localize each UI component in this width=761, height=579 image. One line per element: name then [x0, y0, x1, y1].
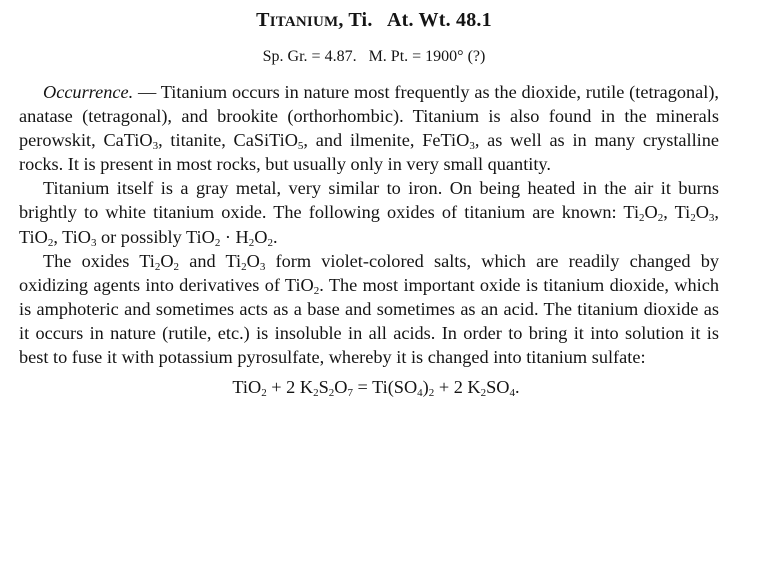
subscript: 2	[428, 387, 435, 400]
title-smallcaps: ITANIUM	[269, 14, 339, 30]
subscript: 5	[297, 140, 304, 153]
chemical-equation	[33, 375, 719, 399]
subscript: 2	[248, 236, 255, 249]
subscript: 3	[90, 236, 97, 249]
text-run: , as well as in many crystalline rocks. It is present in most rocks, but usually only in very small quantity.	[19, 130, 720, 175]
text-run: O	[160, 250, 174, 271]
title-rest: , Ti. At. Wt. 48.1	[338, 9, 492, 31]
text-run: + 2 K	[266, 377, 314, 398]
text-run: and Ti	[179, 250, 242, 271]
subscript: 3	[708, 212, 715, 225]
subscript: 2	[173, 260, 180, 273]
subscript: 7	[347, 387, 353, 400]
subscript: 2	[154, 260, 161, 273]
text-run: , TiO	[53, 226, 91, 247]
subscript: 2	[313, 284, 320, 297]
subscript: 2	[657, 212, 664, 225]
subscript: 4	[417, 387, 423, 400]
subscript: 3	[469, 140, 475, 153]
text-run: . The most important oxide is titanium dioxide, which is amphoteric and sometimes acts as a base and sometimes as an acid. The titanium dioxide as it occurs in nature (rutile, etc.) is insoluble in all acids. In order to bring it into solution it is best to fuse it with potassium pyrosulfate, whereby it is changed into titanium sulfate:	[19, 274, 719, 368]
text-run: or possibly TiO	[96, 226, 215, 247]
paragraph-lead: Occurrence.	[43, 82, 134, 102]
page-title	[29, 6, 719, 36]
subtitle	[29, 45, 719, 69]
text-run: .	[272, 226, 278, 247]
subscript: 2	[261, 387, 267, 400]
text-run: The oxides Ti	[43, 250, 155, 271]
text-run: · H	[220, 226, 249, 247]
title-initial: T	[256, 9, 270, 31]
text-run: O	[254, 226, 268, 247]
text-run: O	[246, 250, 260, 271]
subscript: 2	[639, 212, 645, 225]
text-run: O	[695, 202, 709, 223]
subscript: 2	[480, 387, 487, 400]
text-run: — Titanium occurs in nature most frequently as the dioxide, rutile (tetragonal), anatase (tetragonal), and brookite (orthorhombic). Titanium is also found in the minerals perowskit, CaTiO	[19, 82, 719, 151]
text-run: S	[318, 377, 329, 398]
subscript: 2	[241, 260, 247, 273]
text-run: TiO	[232, 377, 262, 398]
subscript: 2	[313, 387, 319, 400]
text-run: Titanium itself is a gray metal, very similar to iron. On being heated in the air it burns brightly to white titanium oxide. The following oxides of titanium are known: Ti	[19, 178, 719, 223]
paragraph-metal	[19, 176, 719, 248]
subscript: 2	[214, 236, 221, 249]
subscript: 2	[267, 236, 273, 249]
text-run: , and ilmenite, FeTiO	[303, 130, 470, 151]
text-run: form violet-colored salts, which are readily changed by oxidizing agents into derivatives of TiO	[19, 250, 719, 295]
subtitle-text: Sp. Gr. = 4.87. M. Pt. = 1900° (?)	[262, 48, 486, 65]
subscript: 2	[47, 236, 54, 249]
paragraph-oxides	[19, 249, 719, 369]
text-run: , Ti	[663, 202, 691, 223]
text-run: , titanite, CaSiTiO	[158, 130, 298, 151]
subscript: 3	[259, 260, 266, 273]
subscript: 4	[509, 387, 515, 400]
subscript: 3	[152, 140, 159, 153]
text-run: O	[334, 377, 348, 398]
text-run: + 2 K	[434, 377, 481, 398]
subscript: 2	[690, 212, 696, 225]
paragraph-occurrence	[19, 80, 719, 176]
document-page	[19, 6, 719, 399]
text-run: , TiO	[19, 202, 719, 247]
text-run: SO	[486, 377, 510, 398]
text-run: O	[644, 202, 658, 223]
subscript: 2	[328, 387, 335, 400]
text-run: .	[515, 377, 520, 398]
text-run: = Ti(SO	[352, 377, 418, 398]
text-run: )	[422, 377, 429, 398]
